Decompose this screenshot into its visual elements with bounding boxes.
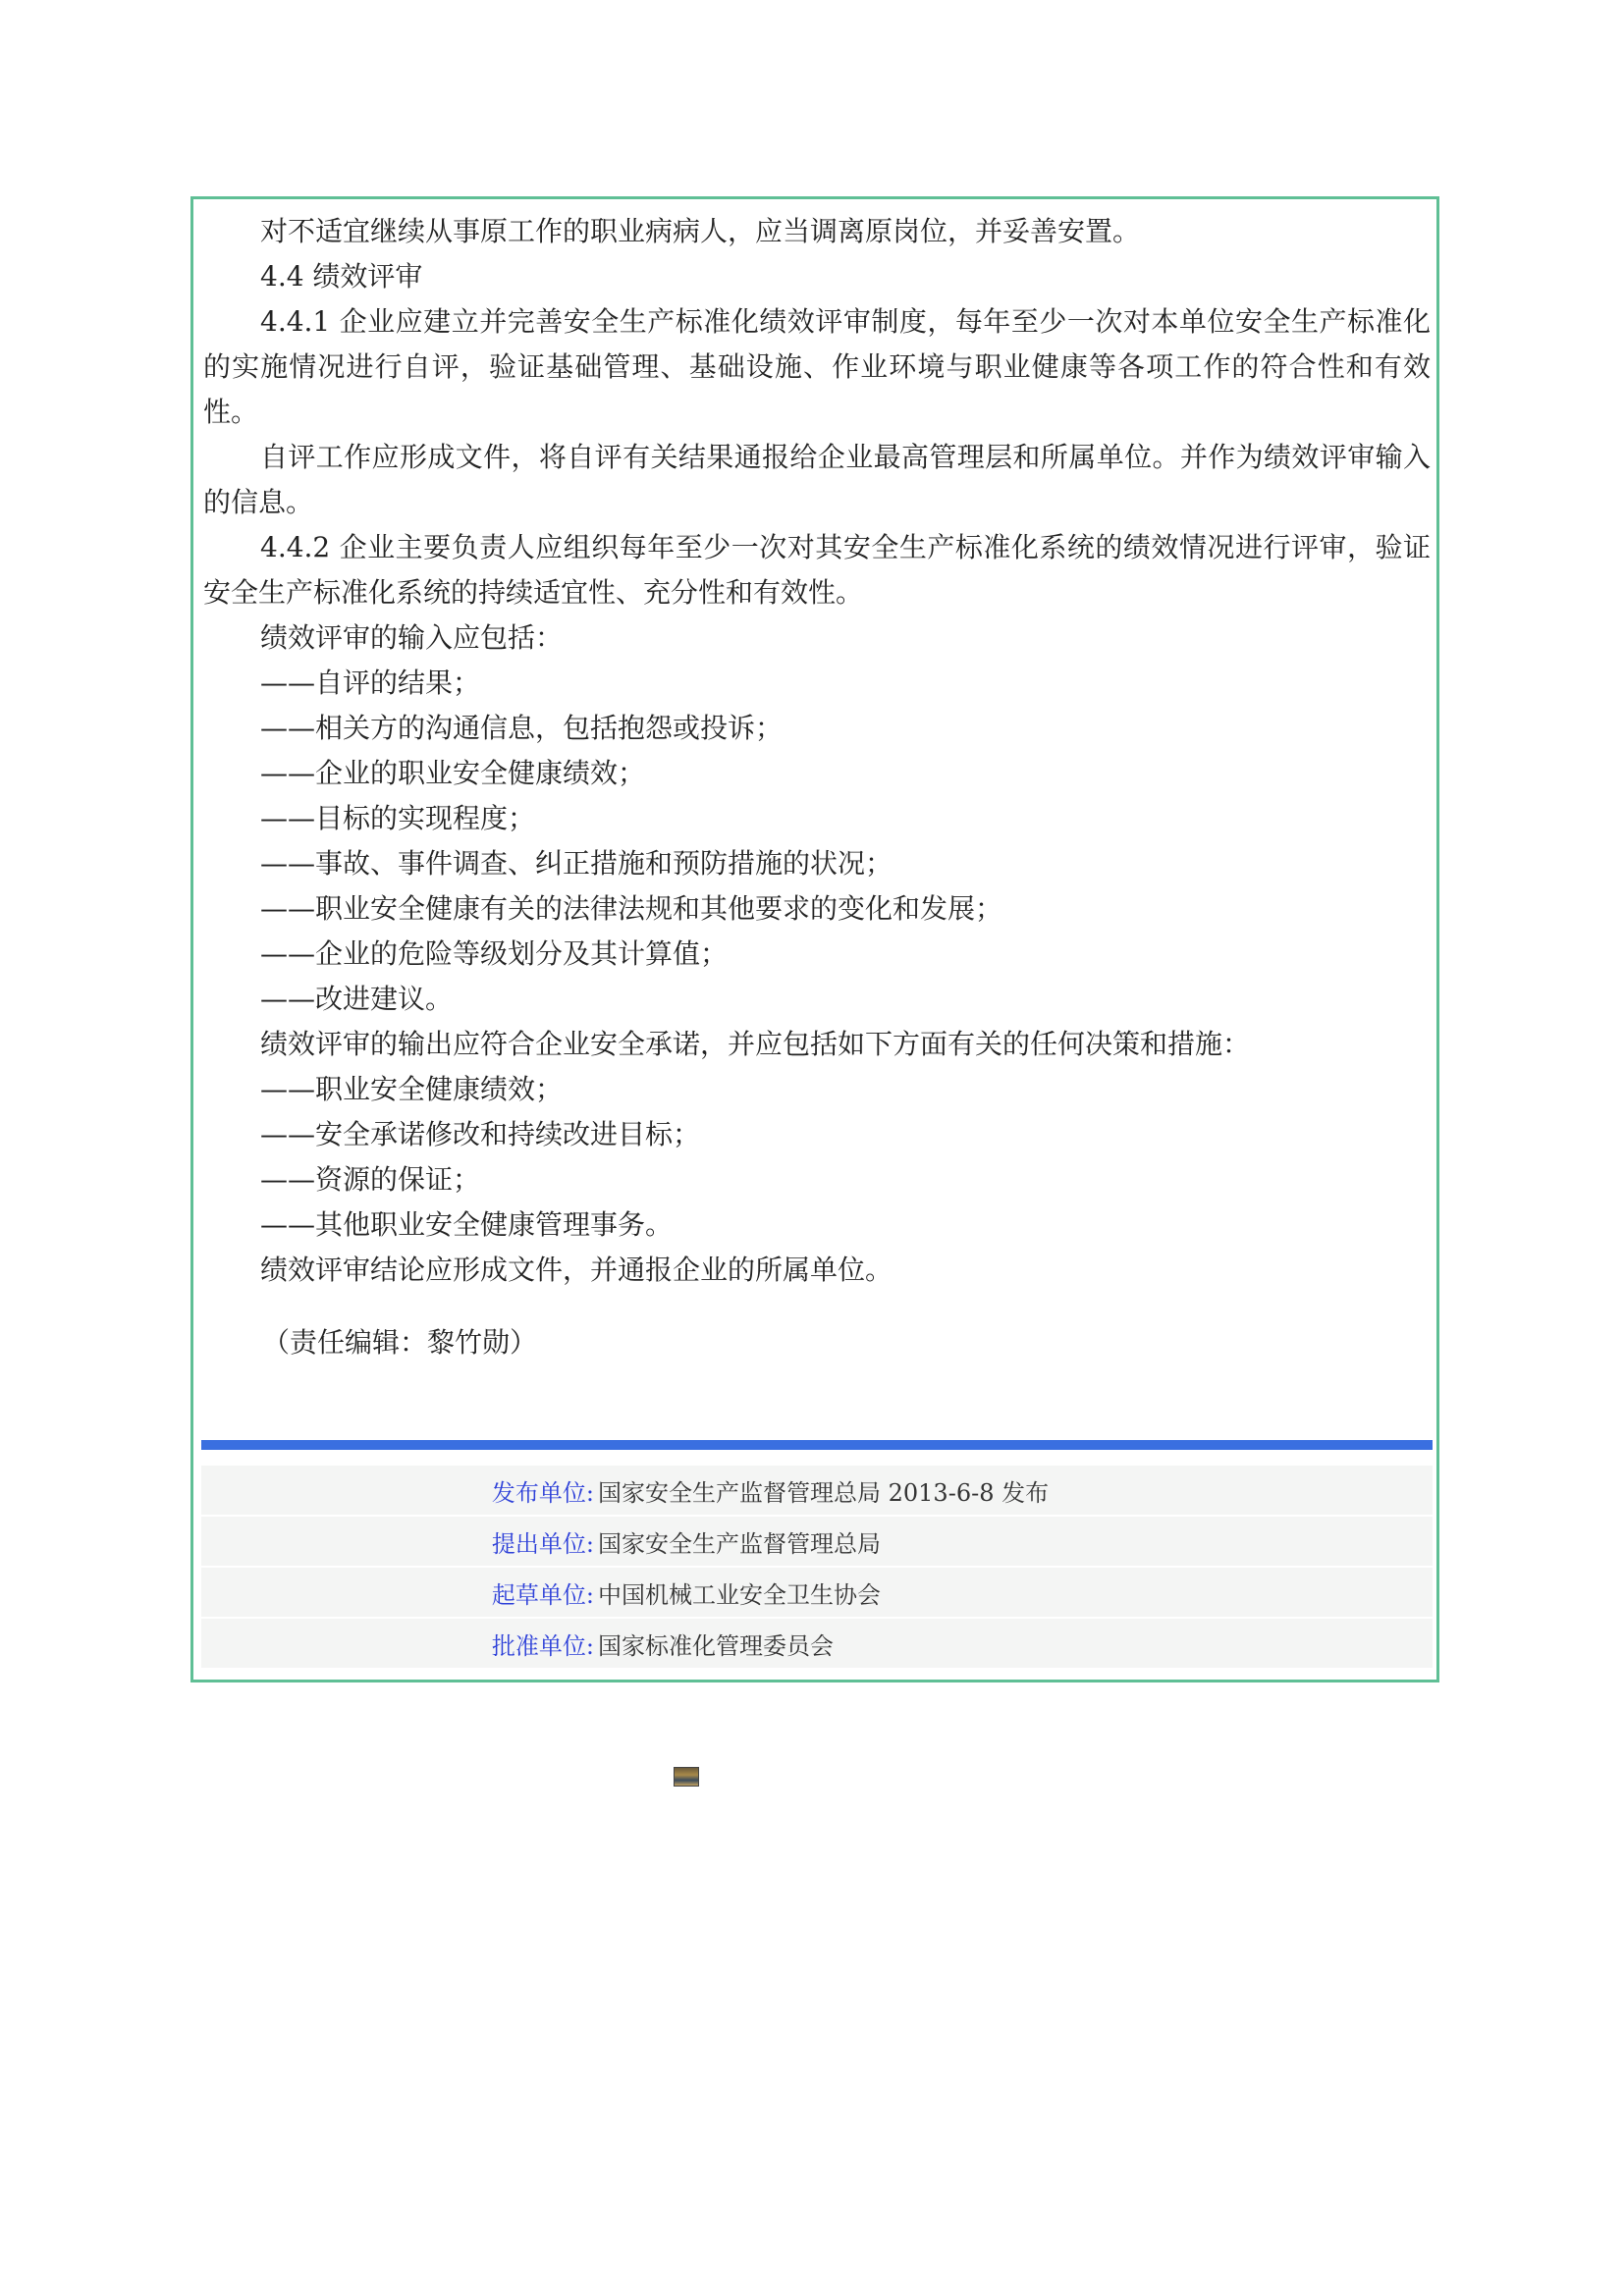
paragraph: 4.4.2 企业主要负责人应组织每年至少一次对其安全生产标准化系统的绩效情况进行评审，验证安全生产标准化系统的持续适宜性、充分性和有效性。 <box>203 531 1431 609</box>
publication-info-table <box>201 1466 1433 1670</box>
list-item: ——职业安全健康绩效； <box>260 1073 564 1105</box>
paragraph: 4.4.1 企业应建立并完善安全生产标准化绩效评审制度，每年至少一次对本单位安全生产标准化的实施情况进行自评，验证基础管理、基础设施、作业环境与职业健康等各项工作的符合性和有效性。 <box>203 305 1431 428</box>
list-item: ——资源的保证； <box>260 1163 481 1196</box>
list-item: ——改进建议。 <box>260 983 454 1015</box>
info-label: 起草单位: <box>491 1580 594 1609</box>
info-row-drafter <box>201 1568 1433 1617</box>
article-frame <box>190 196 1439 1682</box>
paragraph: 对不适宜继续从事原工作的职业病病人，应当调离原岗位，并妥善安置。 <box>260 215 1141 247</box>
list-item: ——自评的结果； <box>260 667 481 699</box>
section-heading: 4.4 绩效评审 <box>260 260 423 293</box>
list-item: ——相关方的沟通信息，包括抱怨或投诉； <box>260 712 784 744</box>
thumbnail-image[interactable] <box>674 1767 699 1787</box>
paragraph: 绩效评审的输入应包括： <box>260 621 564 654</box>
list-item: ——安全承诺修改和持续改进目标； <box>260 1118 701 1150</box>
paragraph: 绩效评审结论应形成文件，并通报企业的所属单位。 <box>260 1254 893 1286</box>
list-item: ——其他职业安全健康管理事务。 <box>260 1208 674 1241</box>
info-label: 提出单位: <box>491 1529 594 1558</box>
list-item: ——企业的职业安全健康绩效； <box>260 757 646 789</box>
list-item: ——企业的危险等级划分及其计算值； <box>260 937 729 970</box>
paragraph: 自评工作应形成文件，将自评有关结果通报给企业最高管理层和所属单位。并作为绩效评审输入的信息。 <box>203 441 1431 518</box>
info-value: 国家安全生产监督管理总局 2013-6-8 发布 <box>598 1478 1050 1507</box>
paragraph: 绩效评审的输出应符合企业安全承诺，并应包括如下方面有关的任何决策和措施： <box>260 1028 1251 1060</box>
info-value: 国家标准化管理委员会 <box>598 1631 834 1660</box>
list-item: ——目标的实现程度； <box>260 802 536 834</box>
info-value: 国家安全生产监督管理总局 <box>598 1529 881 1558</box>
info-value: 中国机械工业安全卫生协会 <box>598 1580 881 1609</box>
divider-bar <box>201 1440 1433 1450</box>
info-row-proposer <box>201 1517 1433 1566</box>
list-item: ——职业安全健康有关的法律法规和其他要求的变化和发展； <box>260 892 1003 925</box>
info-label: 发布单位: <box>491 1478 594 1507</box>
info-row-approver <box>201 1619 1433 1668</box>
editor-credit: （责任编辑：黎竹勋） <box>262 1326 538 1359</box>
article-body <box>203 209 1431 1293</box>
info-label: 批准单位: <box>491 1631 594 1660</box>
info-row-publisher <box>201 1466 1433 1515</box>
list-item: ——事故、事件调查、纠正措施和预防措施的状况； <box>260 847 893 880</box>
